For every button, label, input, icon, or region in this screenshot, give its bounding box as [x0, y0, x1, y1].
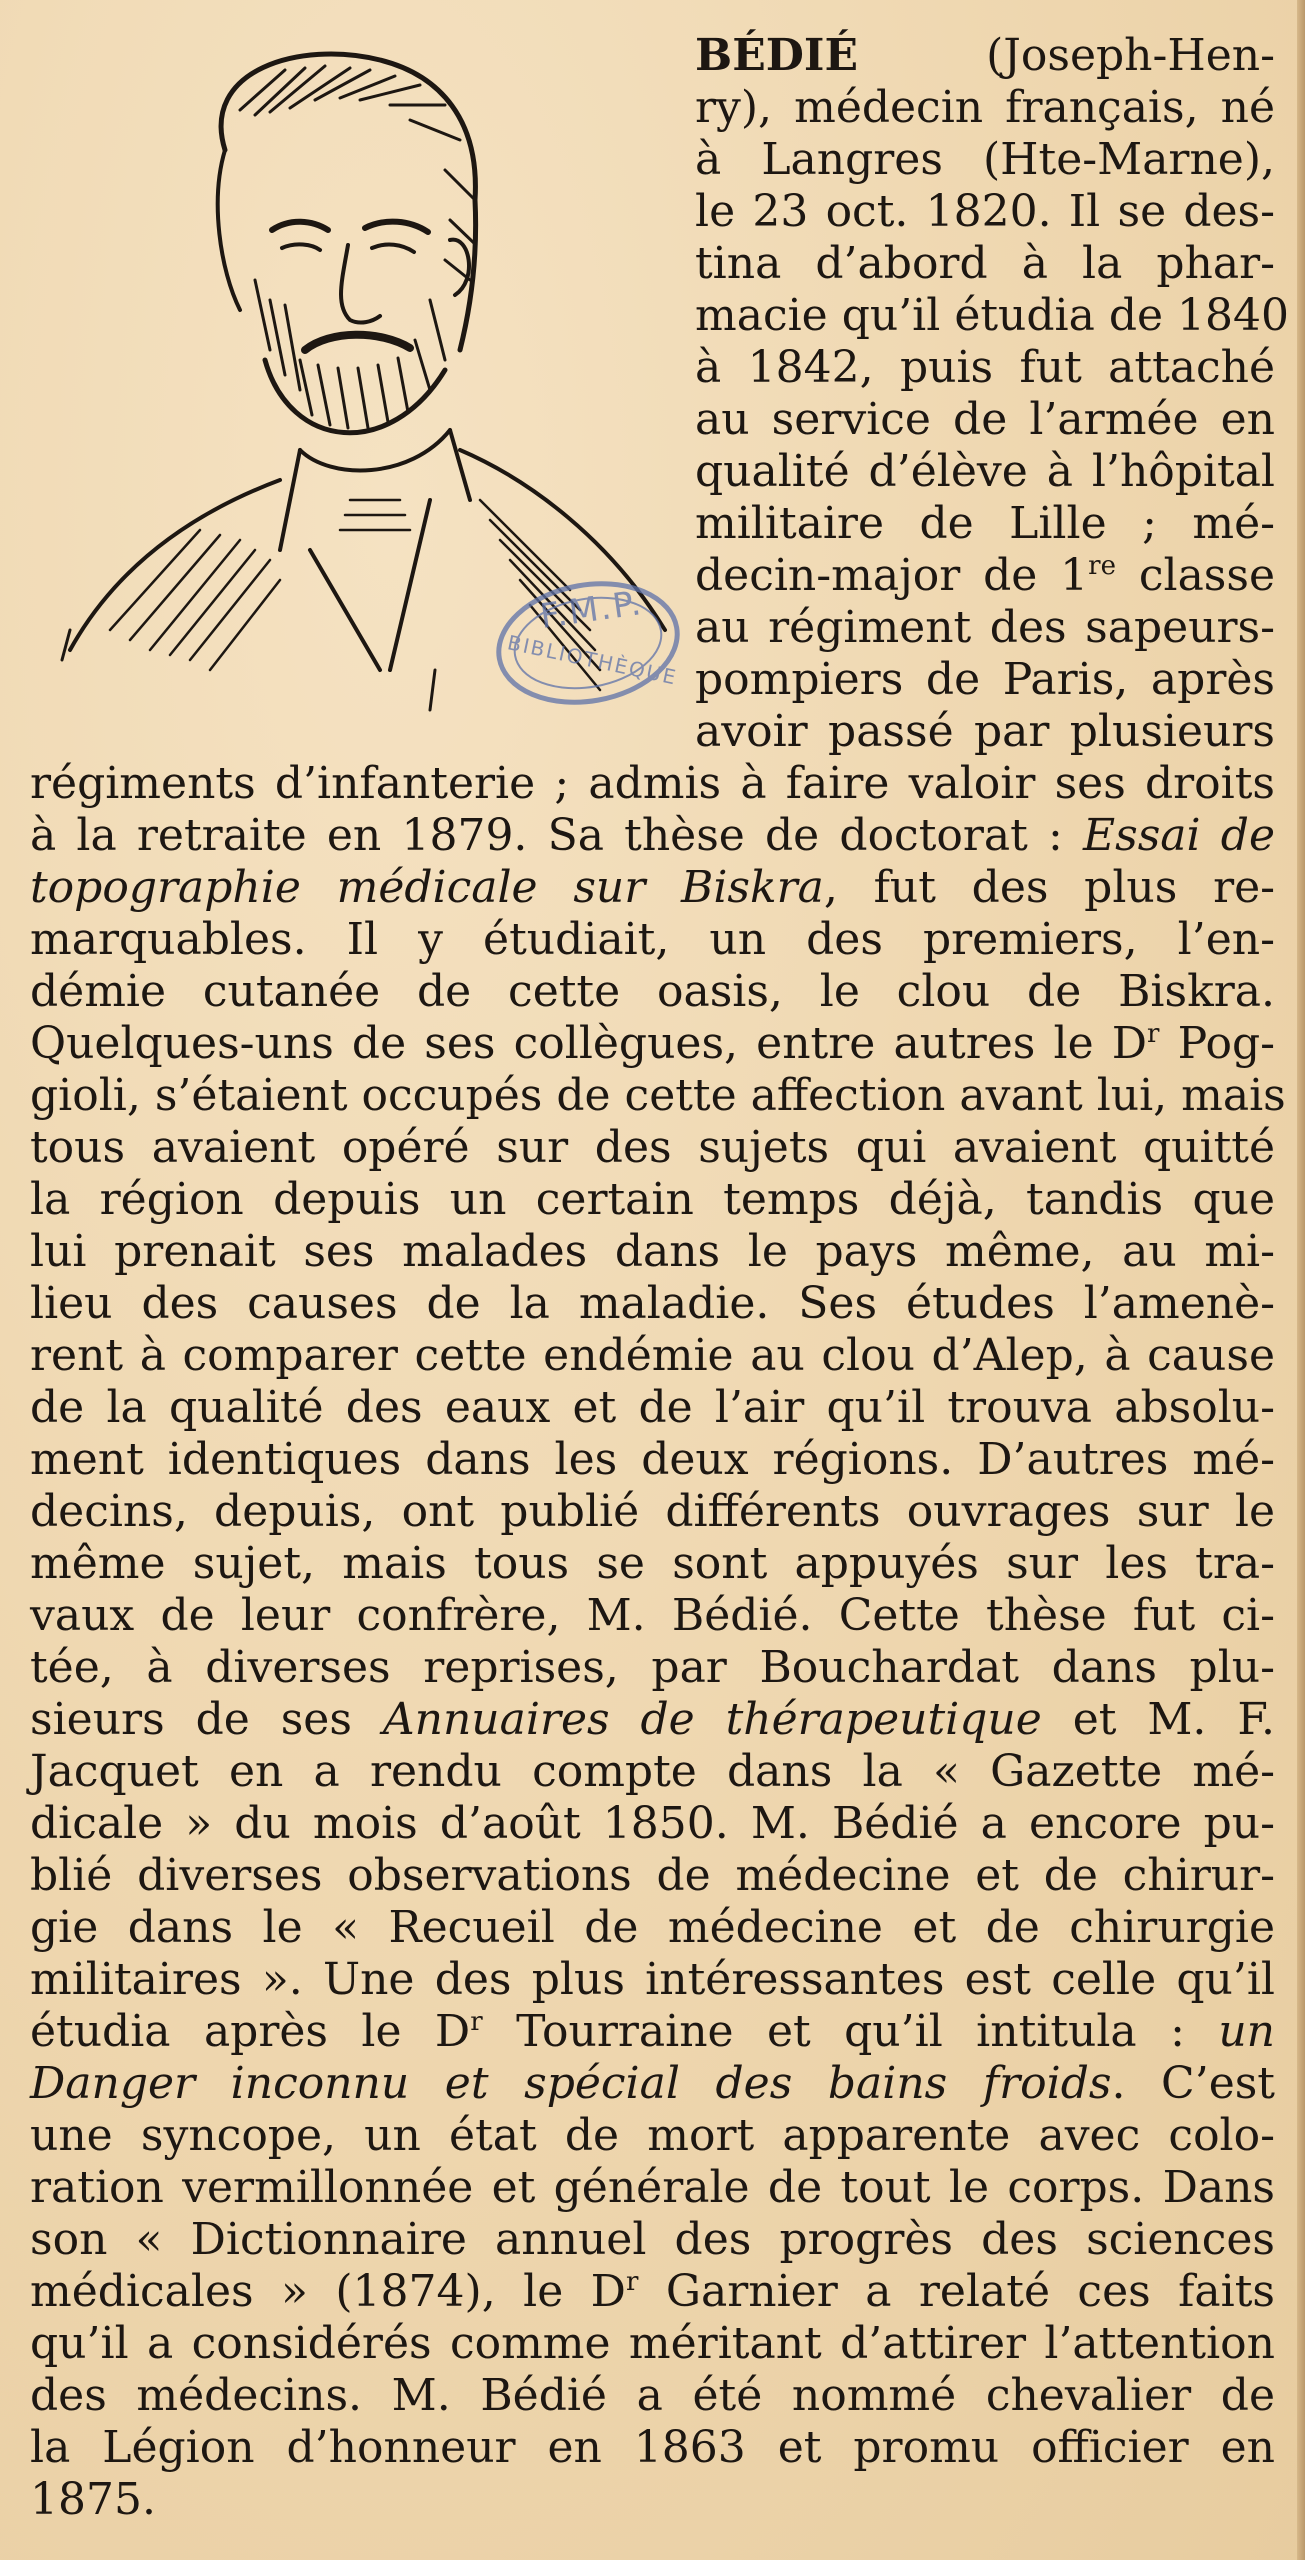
text-line: BÉDIÉ (Joseph-Hen- — [695, 30, 1275, 81]
text-line: ration vermillonnée et générale de tout le corps. Dans — [30, 2162, 1275, 2213]
text-line: militaire de Lille ; mé- — [695, 498, 1275, 549]
text-line: tous avaient opéré sur des sujets qui avaient quitté — [30, 1122, 1275, 1173]
text-line: à Langres (Hte-Marne), — [695, 134, 1275, 185]
text-line: decins, depuis, ont publié différents ouvrages sur le — [30, 1486, 1275, 1537]
text-line: lui prenait ses malades dans le pays même, au mi- — [30, 1226, 1275, 1277]
stamp-text-bottom: BIBLIOTHÈQUE — [505, 630, 680, 690]
text-line: qu’il a considérés comme méritant d’attirer l’attention — [30, 2318, 1275, 2369]
text-line: gie dans le « Recueil de médecine et de chirurgie — [30, 1902, 1275, 1953]
text-line: tina d’abord à la phar- — [695, 238, 1275, 289]
library-stamp — [488, 568, 698, 718]
text-line: gioli, s’étaient occupés de cette affection avant lui, mais — [30, 1070, 1286, 1121]
text-line: ment identiques dans les deux régions. D’autres mé- — [30, 1434, 1275, 1485]
text-line: topographie médicale sur Biskra, fut des plus re- — [30, 862, 1276, 913]
text-line: Quelques-uns de ses collègues, entre autres le $D^r$ Pog- — [30, 1018, 1275, 1069]
text-line: son « Dictionnaire annuel des progrès des sciences — [30, 2214, 1275, 2265]
text-line: régiments d’infanterie ; admis à faire valoir ses droits — [30, 758, 1275, 809]
text-line: à 1842, puis fut attaché — [695, 342, 1275, 393]
text-line: la région depuis un certain temps déjà, tandis que — [30, 1174, 1275, 1225]
text-line: ry), médecin français, né — [695, 82, 1275, 133]
text-line: le 23 oct. 1820. Il se des- — [695, 186, 1275, 237]
text-line: dicale » du mois d’août 1850. M. Bédié a encore pu- — [30, 1798, 1275, 1849]
text-line: pompiers de Paris, après — [695, 654, 1275, 705]
text-line: de la qualité des eaux et de l’air qu’il trouva absolu- — [30, 1382, 1275, 1433]
text-line: marquables. Il y étudiait, un des premiers, l’en- — [30, 914, 1275, 965]
text-line: tée, à diverses reprises, par Bouchardat dans plu- — [30, 1642, 1275, 1693]
page-edge — [1297, 0, 1305, 2560]
text-line: la Légion d’honneur en 1863 et promu officier en — [30, 2422, 1275, 2473]
text-line: au service de l’armée en — [695, 394, 1275, 445]
text-line: macie qu’il étudia de 1840 — [695, 290, 1289, 341]
text-line: rent à comparer cette endémie au clou d’Alep, à cause — [30, 1330, 1275, 1381]
text-line: même sujet, mais tous se sont appuyés sur les tra- — [30, 1538, 1275, 1589]
text-line: à la retraite en 1879. Sa thèse de doctorat : Essai de — [30, 810, 1275, 861]
text-line: une syncope, un état de mort apparente avec colo- — [30, 2110, 1275, 2161]
text-line: Jacquet en a rendu compte dans la « Gazette mé- — [30, 1746, 1275, 1797]
text-line: au régiment des sapeurs- — [695, 602, 1275, 653]
text-line: démie cutanée de cette oasis, le clou de Biskra. — [30, 966, 1275, 1017]
stamp-text-top: F.M.P. — [537, 583, 646, 637]
text-line: vaux de leur confrère, M. Bédié. Cette thèse fut ci- — [30, 1590, 1275, 1641]
text-line: avoir passé par plusieurs — [695, 706, 1275, 757]
text-line: militaires ». Une des plus intéressantes est celle qu’il — [30, 1954, 1275, 2005]
text-line: médicales » (1874), le $D^r$ Garnier a relaté ces faits — [30, 2266, 1275, 2317]
text-line: 1875. — [30, 2474, 156, 2525]
text-line: Danger inconnu et spécial des bains froids. C’est — [30, 2058, 1275, 2109]
text-line: lieu des causes de la maladie. Ses études l’amenè- — [30, 1278, 1275, 1329]
text-line: qualité d’élève à l’hôpital — [695, 446, 1275, 497]
headword: BÉDIÉ — [695, 30, 859, 81]
text-line: decin-major de 1re classe — [695, 550, 1276, 601]
text-line: étudia après le $D^r$ Tourraine et qu’il intitula : un — [30, 2006, 1275, 2057]
text-line: blié diverses observations de médecine et de chirur- — [30, 1850, 1275, 1901]
text-line: des médecins. M. Bédié a été nommé chevalier de — [30, 2370, 1275, 2421]
text-line: sieurs de ses Annuaires de thérapeutique et M. F. — [30, 1694, 1275, 1745]
